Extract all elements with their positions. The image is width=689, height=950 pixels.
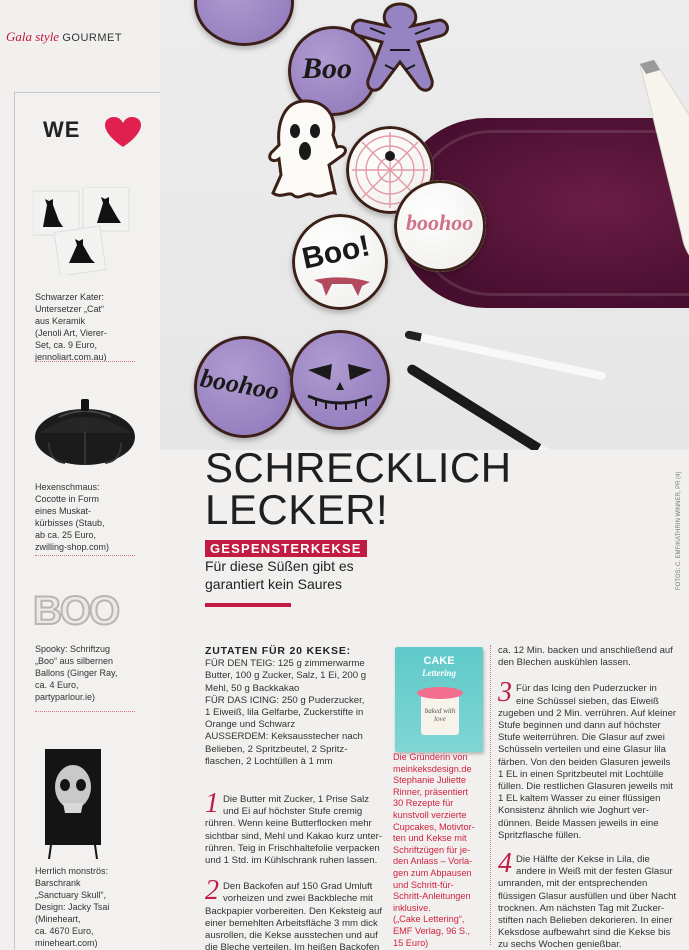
- article-title: SCHRECKLICH LECKER!: [205, 444, 512, 533]
- cookie-boohoo-white: [394, 180, 486, 272]
- accent-bar: [205, 603, 291, 607]
- cookie-boohoo-purple: [194, 336, 294, 438]
- book-cover-text: baked with love: [424, 707, 456, 723]
- heart-icon: [105, 117, 141, 149]
- we-love-sidebar: [14, 92, 160, 950]
- ingredients-heading: ZUTATEN FÜR 20 KEKSE:: [205, 645, 351, 657]
- cookie-boo-exclaim: [292, 214, 388, 310]
- we-heading: WE: [43, 117, 81, 142]
- book-title: CAKE Lettering: [422, 655, 456, 678]
- step-4-number: 4: [498, 848, 512, 880]
- book-caption: Die Gründerin von meinkeksdesign.de Stephanie Juliette Rinner, präsentiert 30 Rezepte für kunstvoll verzierte Cupcakes, Motivtor- ten und Kekse mit Schriftzügen für je- den Anlass – Vorla- gen zum Abpausen und Schritt-für- Schritt-Anleitungen inklusive. („Cake Lettering“, EMF Verlag, 96 S., 15 Euro): [393, 752, 475, 948]
- brand-style: style: [35, 29, 60, 44]
- magazine-brand: [6, 29, 122, 45]
- step-2: 2 Den Backofen auf 150 Grad Umluft vorheizen und zwei Backbleche mit Backpapier vorbereiten. Den Keksteig auf einer bemehlten Arbeitsfläche 3 mm dick ausrollen, die Kekse ausstechen und auf die Bleche verteilen. Im heißen Backofen: [205, 875, 383, 950]
- cookie-boo-text: Boo: [302, 52, 353, 85]
- boo-balloons-image: BOO: [33, 589, 119, 633]
- cat-coasters-image: [33, 187, 137, 275]
- caption-cocotte: Hexenschmaus: Cocotte in Form eines Muskat- kürbisses (Staub, ab ca. 25 Euro, zwilling-shop.com): [35, 482, 110, 552]
- step-4: 4 Die Hälfte der Kekse in Lila, die andere in Weiß mit der festen Glasur umranden, mit der entsprechenden flüssigen Glasur ausfüllen und über Nacht trocknen. Am nächsten Tag mit Zucker- stiften nach Belieben dekorieren. In einer Keksdose aufbewahrt sind die Kekse bis zu sechs Wochen genießbar.: [498, 848, 677, 950]
- column-divider: [490, 645, 491, 945]
- piping-bag: [630, 60, 689, 280]
- cookie-boo-exclaim-text: Boo!: [299, 229, 373, 276]
- recipe-column-3: ca. 12 Min. backen und anschließend auf den Blechen auskühlen lassen. 3 Für das Icing den Puderzucker in eine Schüssel sieben, das Eiweiß zugeben und 2 Min. verrühren. Auf kleiner Stufe beginnen und dann auf höchster Stufe weiterrühren. Die Glasur auf zwei Schüsseln verteilen und eine Glasur lila färben. Von den beiden Glasuren jeweils 1 EL in einen Spritzbeutel mit Lochtülle füllen. Die restlichen Glasuren jeweils mit 1 EL kaltem Wasser zu einer flüssigen Konsistenz ähnlich wie Joghurt ver- dünnen. Beide Massen jeweils in eine Spritzflasche füllen. 4 Die Hälfte der Kekse in Lila, die andere in Weiß mit der festen Glasur umranden, mit der entsprechenden flüssigen Glasur ausfüllen und über Nacht trocknen. Am nächsten Tag mit Zucker- stiften nach Belieben dekorieren. In einer Keksdose aufbewahrt sind die Kekse bis zu sechs Wochen genießbar.: [498, 645, 680, 950]
- hero-photo: [160, 0, 689, 450]
- sidebar-divider: [35, 361, 135, 362]
- cake-lettering-book: [395, 647, 483, 752]
- article-subtitle: Für diese Süßen gibt es garantiert kein Saures: [205, 558, 354, 592]
- brand-gala: Gala: [6, 29, 32, 44]
- ingredients-list: FÜR DEN TEIG: 125 g zimmerwarme Butter, 100 g Zucker, Salz, 1 Ei, 200 g Mehl, 50 g Backkakao FÜR DAS ICING: 250 g Puderzucker, 1 Eiweiß, lila Gelfarbe, Zuckerstifte in Orange und Schwarz AUSSERDEM: Keksausstecher nach Belieben, 2 Spritzbeutel, 2 Spritz- flaschen, 2 Lochtüllen à 1 mm: [205, 658, 367, 767]
- gingerbread-cookie: [340, 0, 460, 100]
- step-3-number: 3: [498, 677, 512, 709]
- step-1: 1 Die Butter mit Zucker, 1 Prise Salz und Ei auf höchster Stufe cremig rühren. Wenn keine Butterflocken mehr sichtbar sind, Mehl und Kakao kurz unter- rühren. Teig in Frischhaltefolie verpacken und 1 Std. im Kühlschrank ruhen lassen.: [205, 788, 383, 867]
- sidebar-divider: [35, 711, 135, 712]
- caption-cabinet: Herrlich monströs: Barschrank „Sanctuary Skull“, Design: Jacky Tsai (Mineheart, ca. 4670 Euro, mineheart.com): [35, 866, 110, 948]
- brand-gourmet: GOURMET: [62, 32, 123, 44]
- step-3: 3 Für das Icing den Puderzucker in eine Schüssel sieben, das Eiweiß zugeben und 2 Min. verrühren. Auf kleiner Stufe beginnen und dann auf höchster Stufe weiterrühren. Die Glasur auf zwei Schüsseln verteilen und eine Glasur lila färben. Von den beiden Glasuren jeweils 1 EL in einen Spritzbeutel mit Lochtülle füllen. Die restlichen Glasuren jeweils mit 1 EL kaltem Wasser zu einer flüssigen Konsistenz ähnlich wie Joghurt ver- dünnen. Beide Massen jeweils in eine Spritzflasche füllen.: [498, 677, 677, 841]
- cookie-boohoo-white-text: boohoo: [406, 210, 474, 235]
- cookie-boohoo-purple-text: boohoo: [198, 363, 282, 406]
- recipe-column-1: [205, 645, 383, 950]
- step-1-number: 1: [205, 788, 219, 820]
- article-kicker: GESPENSTERKEKSE: [205, 540, 367, 557]
- sidebar-divider: [35, 555, 135, 556]
- black-pen: [405, 363, 597, 450]
- ghost-cookie: [263, 95, 353, 205]
- white-pen: [404, 330, 606, 380]
- book-cake-illustration: [421, 695, 459, 735]
- pumpkin-cocotte-image: [29, 391, 141, 467]
- photo-credit: FOTOS: C. EMF/KATHRIN WINNER, PR (4): [676, 471, 682, 590]
- cookie-pumpkin-face: [290, 330, 390, 430]
- skull-cabinet-image: [45, 749, 101, 859]
- cookie-top-partial: [194, 0, 294, 46]
- step-2-number: 2: [205, 875, 219, 907]
- caption-balloons: Spooky: Schriftzug „Boo“ aus silbernen Ballons (Ginger Ray, ca. 4 Euro, partyparlour.ie): [35, 644, 118, 702]
- caption-cat: Schwarzer Kater: Untersetzer „Cat“ aus Keramik (Jenoli Art, Vierer- Set, ca. 9 Euro, jennoliart.com.au): [35, 292, 107, 362]
